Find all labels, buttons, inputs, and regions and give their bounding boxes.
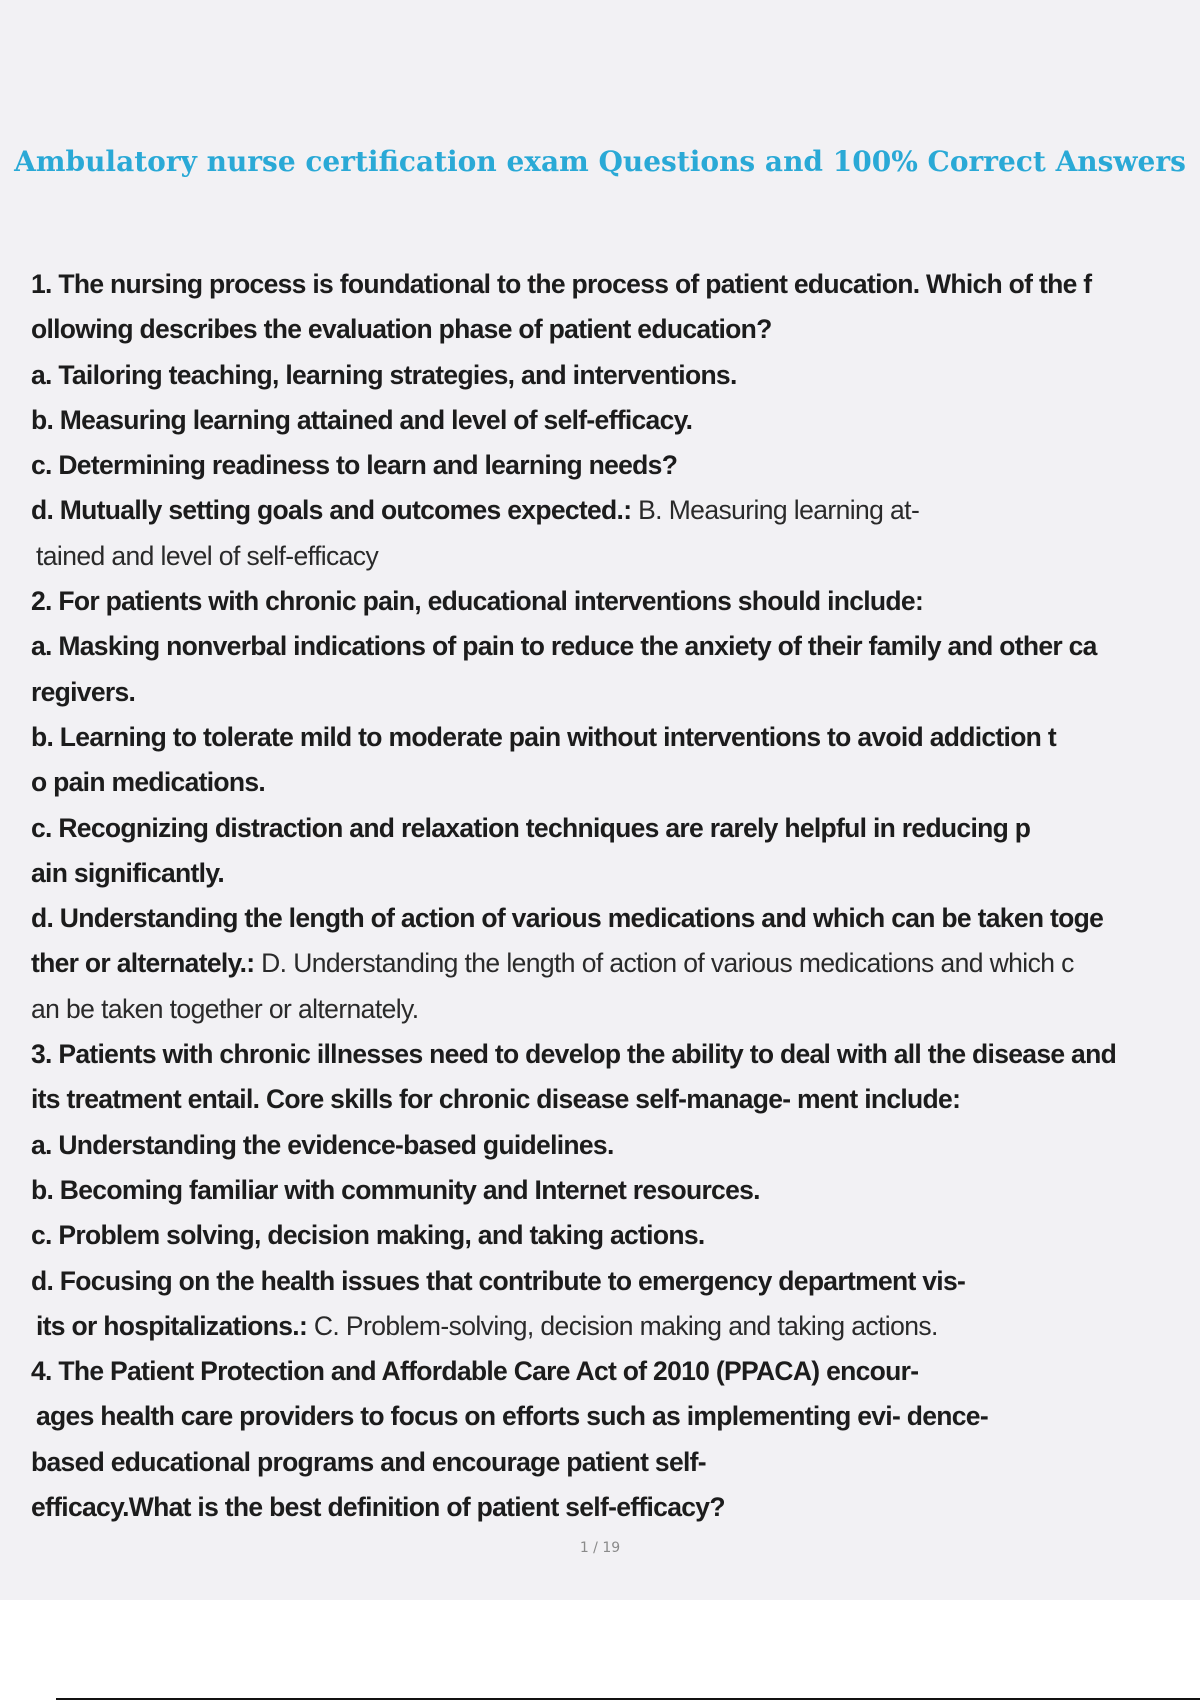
text-line: [31, 1485, 1199, 1530]
bold-text: its treatment entail. Core skills for chronic disease self-manage- ment include:: [31, 1084, 961, 1115]
bold-text: d. Mutually setting goals and outcomes expected.:: [31, 495, 632, 526]
document-body: [31, 262, 1199, 1530]
bold-text: efficacy.What is the best definition of patient self-efficacy?: [31, 1492, 725, 1523]
bold-text: c. Recognizing distraction and relaxation techniques are rarely helpful in reducing p: [31, 812, 1031, 843]
text-line: [31, 1077, 1199, 1122]
answer-text: C. Problem-solving, decision making and taking actions.: [307, 1310, 938, 1341]
text-line: [31, 1213, 1199, 1258]
bold-text: ain significantly.: [31, 857, 225, 888]
text-line: [31, 1304, 1199, 1349]
text-line: [31, 1440, 1199, 1485]
page-number: 1 / 19: [579, 1540, 621, 1556]
text-line: [31, 851, 1199, 896]
text-line: [31, 806, 1199, 851]
text-line: [31, 443, 1199, 488]
bold-text: ollowing describes the evaluation phase of patient education?: [31, 314, 772, 345]
text-line: [31, 760, 1199, 805]
text-line: [31, 353, 1199, 398]
text-line: [31, 534, 1199, 579]
text-line: [31, 1349, 1199, 1394]
bold-text: its or hospitalizations.:: [36, 1310, 308, 1341]
text-line: [31, 307, 1199, 352]
answer-text: tained and level of self-efficacy: [36, 540, 379, 571]
text-line: [31, 941, 1199, 986]
bold-text: b. Learning to tolerate mild to moderate pain without interventions to avoid addiction t: [31, 721, 1056, 752]
bold-text: 4. The Patient Protection and Affordable Care Act of 2010 (PPACA) encour-: [31, 1356, 919, 1387]
bold-text: o pain medications.: [31, 767, 266, 798]
bold-text: regivers.: [31, 676, 136, 707]
text-line: [31, 488, 1199, 533]
text-line: [31, 624, 1199, 669]
text-line: [31, 1168, 1199, 1213]
bold-text: d. Understanding the length of action of various medications and which can be taken toge: [31, 903, 1104, 934]
bold-text: a. Masking nonverbal indications of pain to reduce the anxiety of their family and other ca: [31, 631, 1097, 662]
bold-text: ages health care providers to focus on efforts such as implementing evi- dence-: [36, 1401, 988, 1432]
text-line: [31, 579, 1199, 624]
bold-text: b. Becoming familiar with community and Internet resources.: [31, 1174, 760, 1205]
text-line: [31, 1394, 1199, 1439]
text-line: [31, 1123, 1199, 1168]
text-line: [31, 1032, 1199, 1077]
text-line: [31, 987, 1199, 1032]
text-line: [31, 1259, 1199, 1304]
bold-text: 3. Patients with chronic illnesses need to develop the ability to deal with all the disease and: [31, 1039, 1117, 1070]
text-line: [31, 896, 1199, 941]
text-line: [31, 398, 1199, 443]
text-line: [31, 670, 1199, 715]
bold-text: a. Tailoring teaching, learning strategies, and interventions.: [31, 359, 737, 390]
answer-text: an be taken together or alternately.: [31, 993, 419, 1024]
bold-text: 2. For patients with chronic pain, educational interventions should include:: [31, 586, 924, 617]
answer-text: B. Measuring learning at-: [631, 495, 920, 526]
bold-text: 1. The nursing process is foundational to the process of patient education. Which of the f: [31, 269, 1092, 299]
bold-text: ther or alternately.:: [31, 948, 255, 979]
bold-text: based educational programs and encourage patient self-: [31, 1446, 706, 1477]
text-line: [31, 715, 1199, 760]
bold-text: d. Focusing on the health issues that contribute to emergency department vis-: [31, 1265, 966, 1296]
bold-text: c. Determining readiness to learn and learning needs?: [31, 450, 678, 481]
bold-text: b. Measuring learning attained and level of self-efficacy.: [31, 404, 693, 435]
text-line: [31, 262, 1199, 307]
document-title: Ambulatory nurse certification exam Questions and 100% Correct Answers: [14, 145, 1186, 178]
answer-text: D. Understanding the length of action of various medications and which c: [254, 948, 1074, 979]
bold-text: a. Understanding the evidence-based guidelines.: [31, 1129, 614, 1160]
bold-text: c. Problem solving, decision making, and taking actions.: [31, 1220, 705, 1251]
